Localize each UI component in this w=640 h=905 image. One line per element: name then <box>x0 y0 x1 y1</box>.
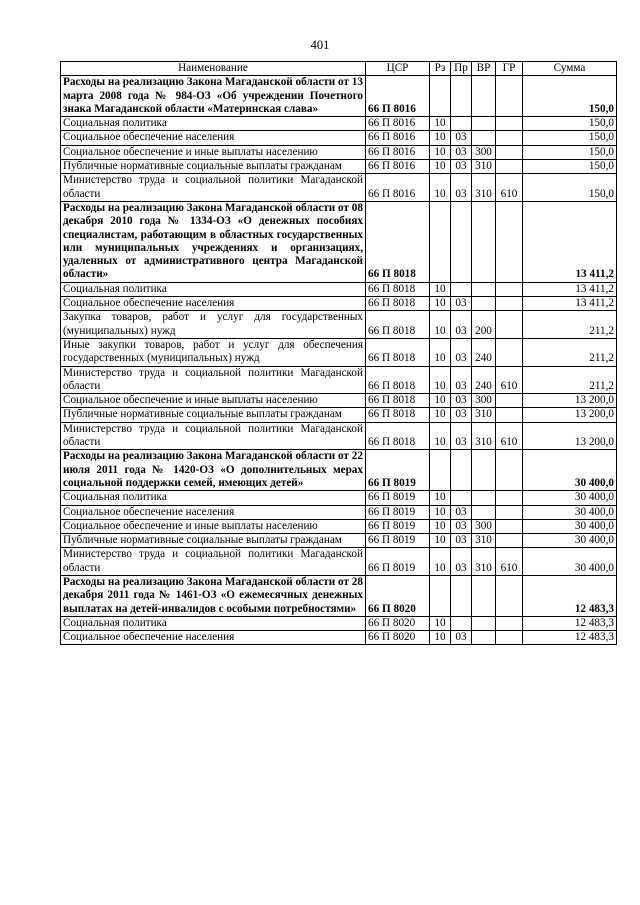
row-csr: 66 П 8016 <box>366 174 430 202</box>
table-row <box>61 519 617 533</box>
table-row <box>61 76 617 117</box>
row-vr <box>472 201 496 282</box>
table-row <box>61 366 617 394</box>
row-vr: 300 <box>472 519 496 533</box>
page-number: 401 <box>310 38 330 52</box>
row-csr: 66 П 8018 <box>366 201 430 282</box>
row-rz: 10 <box>430 117 451 131</box>
row-csr: 66 П 8016 <box>366 117 430 131</box>
row-gr <box>496 131 523 145</box>
row-rz: 10 <box>430 394 451 408</box>
row-rz: 10 <box>430 160 451 174</box>
row-vr: 300 <box>472 394 496 408</box>
row-gr <box>496 338 523 366</box>
row-gr: 610 <box>496 366 523 394</box>
header-pr: Пр <box>451 62 472 76</box>
row-vr: 310 <box>472 174 496 202</box>
row-sum: 30 400,0 <box>523 491 617 505</box>
row-rz: 10 <box>430 491 451 505</box>
table-row <box>61 131 617 145</box>
row-vr <box>472 117 496 131</box>
row-vr <box>472 575 496 616</box>
row-csr: 66 П 8018 <box>366 297 430 311</box>
row-gr <box>496 76 523 117</box>
table-row <box>61 616 617 630</box>
row-rz <box>430 575 451 616</box>
row-pr <box>451 616 472 630</box>
row-vr: 200 <box>472 311 496 339</box>
row-rz <box>430 201 451 282</box>
row-sum: 211,2 <box>523 366 617 394</box>
row-csr: 66 П 8019 <box>366 519 430 533</box>
budget-table <box>60 61 617 645</box>
row-vr: 310 <box>472 534 496 548</box>
row-name: Социальное обеспечение и иные выплаты населению <box>61 394 366 408</box>
row-csr: 66 П 8018 <box>366 408 430 422</box>
table-row <box>61 174 617 202</box>
row-gr: 610 <box>496 548 523 576</box>
row-name: Социальное обеспечение населения <box>61 297 366 311</box>
row-rz: 10 <box>430 519 451 533</box>
table-row <box>61 201 617 282</box>
row-name: Социальная политика <box>61 616 366 630</box>
row-vr <box>472 505 496 519</box>
row-sum: 13 411,2 <box>523 201 617 282</box>
row-pr: 03 <box>451 519 472 533</box>
row-csr: 66 П 8019 <box>366 534 430 548</box>
header-name: Наименование <box>61 62 366 76</box>
row-sum: 13 411,2 <box>523 297 617 311</box>
table-row <box>61 338 617 366</box>
row-vr: 310 <box>472 160 496 174</box>
row-pr: 03 <box>451 297 472 311</box>
table-row <box>61 297 617 311</box>
row-vr: 310 <box>472 422 496 450</box>
row-csr: 66 П 8020 <box>366 575 430 616</box>
header-gr: ГР <box>496 62 523 76</box>
table-body <box>61 76 617 645</box>
row-pr <box>451 117 472 131</box>
row-gr: 610 <box>496 422 523 450</box>
row-csr: 66 П 8019 <box>366 450 430 491</box>
row-sum: 150,0 <box>523 131 617 145</box>
row-rz: 10 <box>430 616 451 630</box>
row-pr: 03 <box>451 311 472 339</box>
row-csr: 66 П 8016 <box>366 131 430 145</box>
row-vr: 310 <box>472 548 496 576</box>
row-vr <box>472 297 496 311</box>
row-csr: 66 П 8019 <box>366 491 430 505</box>
row-rz: 10 <box>430 422 451 450</box>
table-row <box>61 450 617 491</box>
row-name: Министерство труда и социальной политики Магаданской области <box>61 174 366 202</box>
row-pr: 03 <box>451 160 472 174</box>
row-pr <box>451 491 472 505</box>
row-vr: 240 <box>472 366 496 394</box>
row-name: Социальное обеспечение и иные выплаты населению <box>61 145 366 159</box>
row-gr <box>496 491 523 505</box>
row-sum: 30 400,0 <box>523 519 617 533</box>
row-name: Министерство труда и социальной политики Магаданской области <box>61 366 366 394</box>
row-rz <box>430 450 451 491</box>
row-name: Социальная политика <box>61 282 366 296</box>
row-rz: 10 <box>430 534 451 548</box>
row-pr: 03 <box>451 338 472 366</box>
row-csr: 66 П 8018 <box>366 282 430 296</box>
row-sum: 13 200,0 <box>523 408 617 422</box>
row-name: Министерство труда и социальной политики Магаданской области <box>61 422 366 450</box>
row-pr: 03 <box>451 394 472 408</box>
row-gr <box>496 282 523 296</box>
row-gr <box>496 311 523 339</box>
row-rz: 10 <box>430 297 451 311</box>
table-row <box>61 282 617 296</box>
row-name: Иные закупки товаров, работ и услуг для обеспечения государственных (муниципальных) нужд <box>61 338 366 366</box>
row-name: Социальное обеспечение населения <box>61 505 366 519</box>
row-sum: 150,0 <box>523 174 617 202</box>
table-header-row <box>61 62 617 76</box>
row-name: Расходы на реализацию Закона Магаданской области от 22 июля 2011 года № 1420-ОЗ «О дополнительных мерах социальной поддержки семей, имеющих детей» <box>61 450 366 491</box>
row-pr: 03 <box>451 366 472 394</box>
row-vr: 300 <box>472 145 496 159</box>
table-row <box>61 394 617 408</box>
row-name: Социальная политика <box>61 117 366 131</box>
row-rz: 10 <box>430 631 451 645</box>
row-sum: 13 411,2 <box>523 282 617 296</box>
row-gr <box>496 505 523 519</box>
table-row <box>61 160 617 174</box>
row-pr <box>451 201 472 282</box>
row-csr: 66 П 8018 <box>366 311 430 339</box>
row-pr: 03 <box>451 174 472 202</box>
table-row <box>61 631 617 645</box>
row-vr <box>472 131 496 145</box>
row-gr <box>496 519 523 533</box>
row-csr: 66 П 8018 <box>366 366 430 394</box>
row-pr: 03 <box>451 422 472 450</box>
table-row <box>61 408 617 422</box>
row-gr <box>496 394 523 408</box>
row-gr <box>496 631 523 645</box>
row-pr: 03 <box>451 631 472 645</box>
header-sum: Сумма <box>523 62 617 76</box>
row-gr <box>496 450 523 491</box>
row-vr: 310 <box>472 408 496 422</box>
row-name: Социальное обеспечение и иные выплаты населению <box>61 519 366 533</box>
row-vr <box>472 450 496 491</box>
table-row <box>61 491 617 505</box>
table-row <box>61 145 617 159</box>
row-csr: 66 П 8018 <box>366 338 430 366</box>
header-rz: Рз <box>430 62 451 76</box>
row-csr: 66 П 8016 <box>366 76 430 117</box>
table-row <box>61 422 617 450</box>
row-gr <box>496 616 523 630</box>
row-sum: 211,2 <box>523 311 617 339</box>
row-rz: 10 <box>430 505 451 519</box>
row-name: Социальная политика <box>61 491 366 505</box>
row-rz <box>430 76 451 117</box>
row-vr <box>472 76 496 117</box>
table-row <box>61 117 617 131</box>
row-rz: 10 <box>430 338 451 366</box>
row-name: Расходы на реализацию Закона Магаданской области от 28 декабря 2011 года № 1461-ОЗ «О ежемесячных денежных выплатах на детей-инвалидов с особыми потребностями» <box>61 575 366 616</box>
row-pr <box>451 575 472 616</box>
row-gr <box>496 145 523 159</box>
row-gr <box>496 297 523 311</box>
row-csr: 66 П 8016 <box>366 145 430 159</box>
row-name: Публичные нормативные социальные выплаты гражданам <box>61 408 366 422</box>
row-rz: 10 <box>430 366 451 394</box>
row-vr <box>472 616 496 630</box>
row-rz: 10 <box>430 131 451 145</box>
row-pr: 03 <box>451 548 472 576</box>
row-sum: 30 400,0 <box>523 450 617 491</box>
header-csr: ЦСР <box>366 62 430 76</box>
row-name: Расходы на реализацию Закона Магаданской области от 13 марта 2008 года № 984-ОЗ «Об учреждении Почетного знака Магаданской области «Материнская слава» <box>61 76 366 117</box>
row-rz: 10 <box>430 548 451 576</box>
row-csr: 66 П 8020 <box>366 616 430 630</box>
row-pr: 03 <box>451 131 472 145</box>
row-gr <box>496 117 523 131</box>
row-rz: 10 <box>430 311 451 339</box>
row-vr: 240 <box>472 338 496 366</box>
row-sum: 150,0 <box>523 117 617 131</box>
row-name: Социальное обеспечение населения <box>61 631 366 645</box>
row-gr: 610 <box>496 174 523 202</box>
row-sum: 150,0 <box>523 160 617 174</box>
row-vr <box>472 631 496 645</box>
row-rz: 10 <box>430 174 451 202</box>
row-name: Публичные нормативные социальные выплаты гражданам <box>61 534 366 548</box>
row-vr <box>472 282 496 296</box>
row-csr: 66 П 8018 <box>366 422 430 450</box>
row-gr <box>496 575 523 616</box>
header-vr: ВР <box>472 62 496 76</box>
row-name: Социальное обеспечение населения <box>61 131 366 145</box>
row-sum: 30 400,0 <box>523 548 617 576</box>
row-sum: 30 400,0 <box>523 534 617 548</box>
row-pr <box>451 450 472 491</box>
row-sum: 13 200,0 <box>523 422 617 450</box>
table-row <box>61 548 617 576</box>
row-sum: 30 400,0 <box>523 505 617 519</box>
row-pr <box>451 282 472 296</box>
row-sum: 150,0 <box>523 145 617 159</box>
row-gr <box>496 201 523 282</box>
row-csr: 66 П 8019 <box>366 505 430 519</box>
row-sum: 13 200,0 <box>523 394 617 408</box>
row-sum: 12 483,3 <box>523 616 617 630</box>
row-rz: 10 <box>430 408 451 422</box>
row-pr: 03 <box>451 534 472 548</box>
row-name: Закупка товаров, работ и услуг для государственных (муниципальных) нужд <box>61 311 366 339</box>
row-sum: 150,0 <box>523 76 617 117</box>
row-pr: 03 <box>451 505 472 519</box>
row-rz: 10 <box>430 145 451 159</box>
row-name: Публичные нормативные социальные выплаты гражданам <box>61 160 366 174</box>
table-row <box>61 575 617 616</box>
row-sum: 12 483,3 <box>523 575 617 616</box>
row-sum: 12 483,3 <box>523 631 617 645</box>
row-csr: 66 П 8019 <box>366 548 430 576</box>
table-row <box>61 311 617 339</box>
row-csr: 66 П 8016 <box>366 160 430 174</box>
row-csr: 66 П 8020 <box>366 631 430 645</box>
row-sum: 211,2 <box>523 338 617 366</box>
row-pr: 03 <box>451 145 472 159</box>
row-rz: 10 <box>430 282 451 296</box>
row-gr <box>496 160 523 174</box>
row-name: Расходы на реализацию Закона Магаданской области от 08 декабря 2010 года № 1334-ОЗ «О денежных пособиях специалистам, работающим в областных государственных или муниципальных учреждениях и организациях, удаленных от административного центра Магаданской области» <box>61 201 366 282</box>
row-pr: 03 <box>451 408 472 422</box>
row-csr: 66 П 8018 <box>366 394 430 408</box>
row-vr <box>472 491 496 505</box>
table-row <box>61 505 617 519</box>
row-pr <box>451 76 472 117</box>
row-name: Министерство труда и социальной политики Магаданской области <box>61 548 366 576</box>
row-gr <box>496 408 523 422</box>
row-gr <box>496 534 523 548</box>
table-row <box>61 534 617 548</box>
